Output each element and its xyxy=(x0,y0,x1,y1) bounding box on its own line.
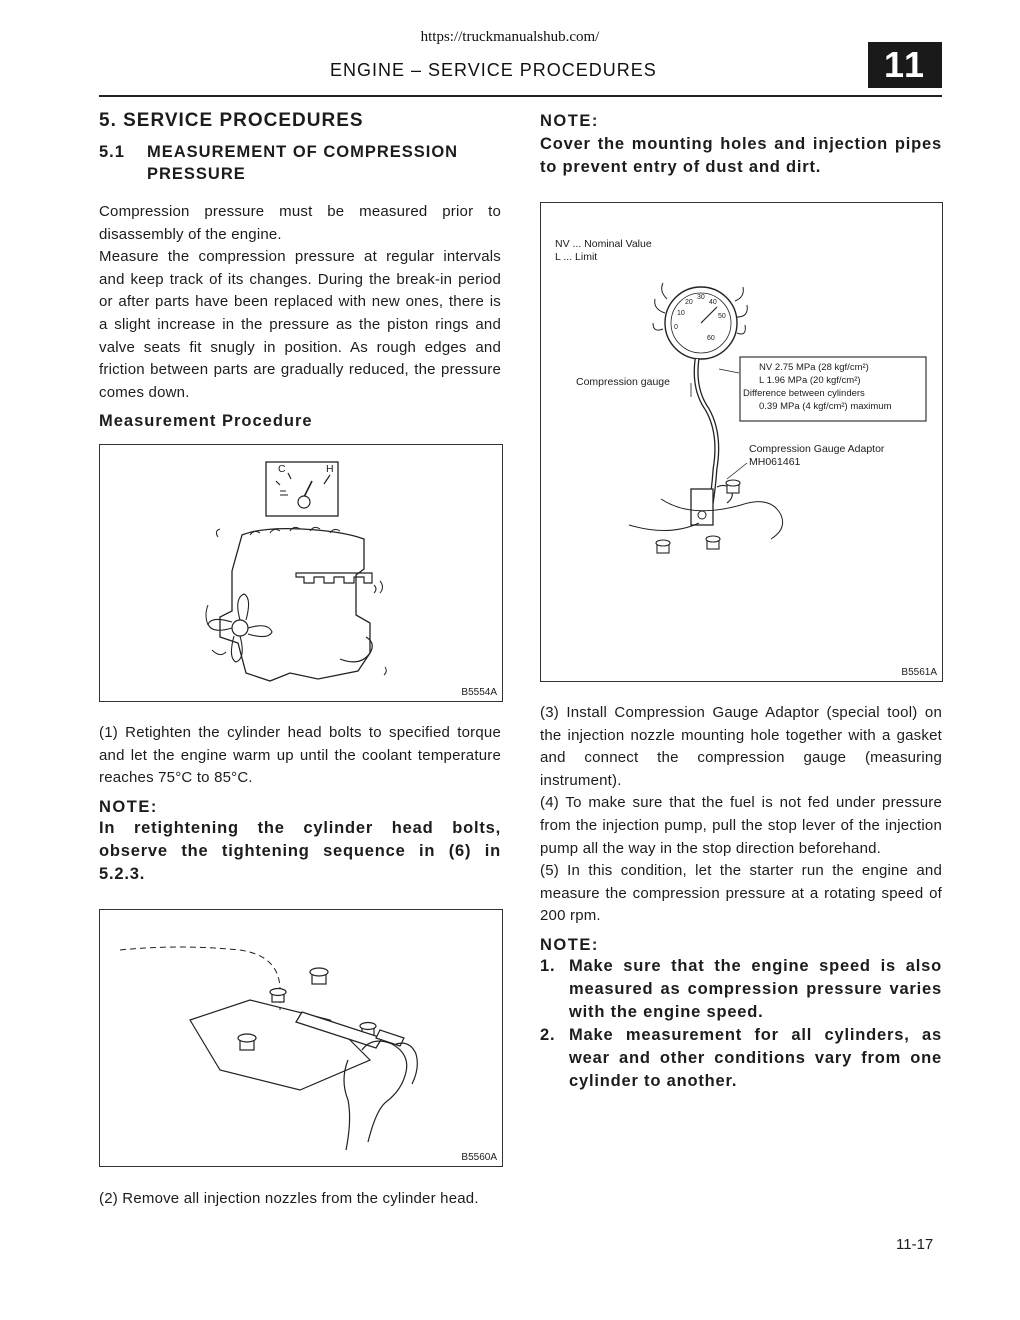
right-steps xyxy=(540,702,942,1093)
note-2-label: NOTE: xyxy=(540,935,599,954)
header-rule xyxy=(99,95,942,97)
engine-illustration xyxy=(100,445,502,701)
legend-nv: NV ... Nominal Value xyxy=(555,238,652,250)
spec-diff-value: 0.39 MPa (4 kgf/cm²) maximum xyxy=(759,401,892,412)
dial-tick-60: 60 xyxy=(707,335,715,342)
chapter-badge: 11 xyxy=(868,42,942,88)
spec-box xyxy=(743,361,925,413)
dial-tick-30: 30 xyxy=(697,294,705,301)
note-2-list xyxy=(540,955,942,1093)
figure-code: B5554A xyxy=(461,687,497,698)
note-top-text: Cover the mounting holes and injection pipes to prevent entry of dust and dirt. xyxy=(540,135,942,176)
spec-nv: NV 2.75 MPa (28 kgf/cm²) xyxy=(759,362,869,373)
figure-compression-gauge xyxy=(540,202,943,682)
figure-remove-nozzles xyxy=(99,909,503,1167)
section-title: 5. SERVICE PROCEDURES xyxy=(99,110,364,131)
intro-paragraph-2: Measure the compression pressure at regular intervals and keep track of its changes. During the break-in period or after parts have been replaced with new ones, there is a slight increase in the pressure as the piston rings and valve seats fit snugly in position. As rough edges and friction between parts are gradually reduced, the pressure comes down. xyxy=(99,248,501,401)
page-number: 11-17 xyxy=(896,1236,934,1253)
dial-tick-50: 50 xyxy=(718,313,726,320)
adaptor-part-number: MH061461 xyxy=(749,456,801,468)
figure-code: B5561A xyxy=(901,667,937,678)
spec-l: L 1.96 MPa (20 kgf/cm²) xyxy=(759,375,861,386)
right-note-top xyxy=(540,112,942,179)
note-2-item: 1. Make sure that the engine speed is also measured as compression pressure varies with the engine speed. xyxy=(540,956,942,1021)
note-2-item: 2. Make measurement for all cylinders, as wear and other conditions vary from one cylinder to another. xyxy=(540,1025,942,1090)
source-url: https://truckmanualshub.com/ xyxy=(420,29,600,45)
step-4: (4) To make sure that the fuel is not fed under pressure from the injection pump, pull the stop lever of the injection pump all the way in the stop direction beforehand. xyxy=(540,794,942,857)
step-5: (5) In this condition, let the starter run the engine and measure the compression pressure at a rotating speed of 200 rpm. xyxy=(540,862,942,925)
dial-tick-0: 0 xyxy=(674,324,678,331)
gauge-label: Compression gauge xyxy=(576,376,670,388)
step-1-block xyxy=(99,722,501,886)
note-top-label: NOTE: xyxy=(540,112,599,130)
step-2: (2) Remove all injection nozzles from the cylinder head. xyxy=(99,1190,479,1207)
subsection-title: MEASUREMENT OF COMPRESSION PRESSURE xyxy=(147,143,459,183)
gauge-h-label: H xyxy=(326,463,334,475)
step-2-block xyxy=(99,1188,501,1211)
subsection-heading xyxy=(99,141,501,185)
compression-gauge-illustration xyxy=(541,203,942,681)
dial-tick-10: 10 xyxy=(677,310,685,317)
nozzle-removal-illustration xyxy=(100,910,502,1166)
left-column xyxy=(99,110,501,432)
figure-code: B5560A xyxy=(461,1152,497,1163)
gauge-c-label: C xyxy=(278,463,286,475)
step-3: (3) Install Compression Gauge Adaptor (special tool) on the injection nozzle mounting hole together with a gasket and connect the compression gauge (measuring instrument). xyxy=(540,704,942,789)
step-1: (1) Retighten the cylinder head bolts to specified torque and let the engine warm up until the coolant temperature reaches 75°C to 85°C. xyxy=(99,724,501,787)
page-header-title: ENGINE – SERVICE PROCEDURES xyxy=(330,60,657,80)
spec-diff: Difference between cylinders xyxy=(743,388,865,399)
figure-engine-warmup xyxy=(99,444,503,702)
subsection-number: 5.1 xyxy=(99,143,125,161)
dial-tick-40: 40 xyxy=(709,299,717,306)
legend-l: L ... Limit xyxy=(555,251,598,263)
intro-paragraph-1: Compression pressure must be measured prior to disassembly of the engine. xyxy=(99,203,501,243)
note-1-text: In retightening the cylinder head bolts, observe the tightening sequence in (6) in 5.2.3. xyxy=(99,818,501,883)
note-1-label: NOTE: xyxy=(99,797,158,816)
adaptor-label: Compression Gauge Adaptor xyxy=(749,443,885,455)
dial-tick-20: 20 xyxy=(685,299,693,306)
procedure-heading: Measurement Procedure xyxy=(99,412,313,431)
